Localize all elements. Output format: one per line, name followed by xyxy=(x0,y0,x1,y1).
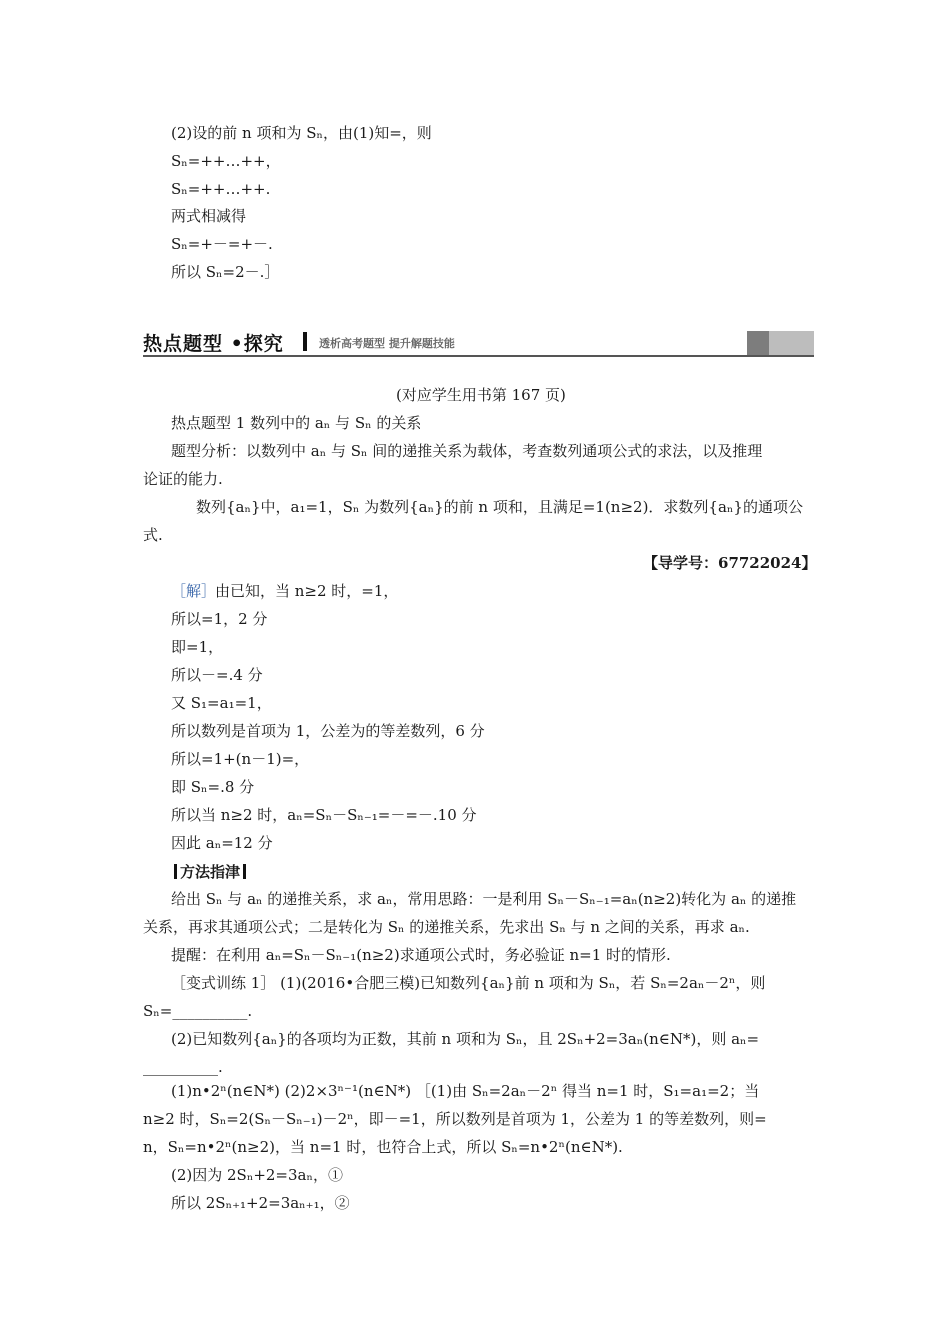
banner-decor-dark xyxy=(747,331,769,355)
solution-line: 所以－=.4 分 xyxy=(171,666,263,684)
problem-statement: 数列{aₙ}中，a₁=1，Sₙ 为数列{aₙ}的前 n 项和，且满足=1(n≥2)．求数列{aₙ}的通项公 xyxy=(196,498,803,516)
problem-heading: 热点题型 1 数列中的 aₙ 与 Sₙ 的关系 xyxy=(171,414,422,432)
banner-divider xyxy=(303,332,307,351)
solution-line: 所以当 n≥2 时，aₙ=Sₙ－Sₙ₋₁=－=－.10 分 xyxy=(171,806,477,824)
solution-line: Sₙ=+－=+－. xyxy=(171,235,273,253)
solution-line: 即=1， xyxy=(171,638,224,656)
solution-line: (2)设的前 n 项和为 Sₙ，由(1)知=，则 xyxy=(171,124,432,142)
answer-line: 所以 2Sₙ₊₁+2=3aₙ₊₁，② xyxy=(171,1194,350,1212)
answer-line: n≥2 时，Sₙ=2(Sₙ－Sₙ₋₁)－2ⁿ，即－=1，所以数列是首项为 1，公差为 1 的等差数列，则= xyxy=(143,1110,767,1128)
method-text: 关系，再求其通项公式；二是转化为 Sₙ 的递推关系，先求出 Sₙ 与 n 之间的关系，再求 aₙ. xyxy=(143,918,750,936)
analysis-text: 题型分析：以数列中 aₙ 与 Sₙ 间的递推关系为载体，考查数列通项公式的求法，以及推理 xyxy=(171,442,763,460)
section-banner xyxy=(143,325,814,357)
guide-number: 【导学号：67722024】 xyxy=(643,554,817,572)
solution-line: 由已知，当 n≥2 时，=1， xyxy=(215,582,399,600)
solution-line: 因此 aₙ=12 分 xyxy=(171,834,273,852)
analysis-text: 论证的能力. xyxy=(143,470,223,488)
solution-line: 又 S₁=a₁=1， xyxy=(171,694,272,712)
answer-line: (2)因为 2Sₙ+2=3aₙ，① xyxy=(171,1166,343,1184)
solution-line: Sₙ=++…++， xyxy=(171,152,281,170)
method-bar-left xyxy=(174,864,177,879)
banner-decor-light xyxy=(769,331,814,355)
method-bar-right xyxy=(243,864,246,879)
page-reference: (对应学生用书第 167 页) xyxy=(396,386,566,404)
answer-line: n，Sₙ=n•2ⁿ(n≥2)，当 n=1 时，也符合上式，所以 Sₙ=n•2ⁿ(n∈N*). xyxy=(143,1138,623,1156)
method-text: 提醒：在利用 aₙ=Sₙ－Sₙ₋₁(n≥2)求通项公式时，务必验证 n=1 时的情形. xyxy=(171,946,671,964)
exercise-line: Sₙ=__________. xyxy=(143,1002,253,1020)
banner-title: 热点题型 •探究 xyxy=(143,333,284,355)
solution-line: 所以=1+(n－1)=， xyxy=(171,750,310,768)
solution-tag: ［解］ xyxy=(171,582,217,600)
exercise-line: (2)已知数列{aₙ}的各项均为正数，其前 n 项和为 Sₙ，且 2Sₙ+2=3aₙ(n∈N*)，则 aₙ= xyxy=(171,1030,760,1048)
problem-statement: 式. xyxy=(143,526,163,544)
solution-line: Sₙ=++…++. xyxy=(171,180,271,198)
banner-rule xyxy=(143,355,814,357)
solution-line: 所以 Sₙ=2－.］ xyxy=(171,263,280,281)
method-title: 方法指津 xyxy=(180,863,241,881)
exercise-line: __________. xyxy=(143,1058,223,1076)
method-heading xyxy=(171,861,249,882)
solution-line: 所以=1，2 分 xyxy=(171,610,268,628)
exercise-line: ［变式训练 1］ (1)(2016•合肥三模)已知数列{aₙ}前 n 项和为 Sₙ，若 Sₙ=2aₙ－2ⁿ，则 xyxy=(171,974,766,992)
answer-line: (1)n•2ⁿ(n∈N*) (2)2×3ⁿ⁻¹(n∈N*) ［(1)由 Sₙ=2aₙ－2ⁿ 得当 n=1 时，S₁=a₁=2；当 xyxy=(171,1082,760,1100)
solution-line: 两式相减得 xyxy=(171,207,247,225)
solution-line: 即 Sₙ=.8 分 xyxy=(171,778,255,796)
banner-subtitle: 透析高考题型 提升解题技能 xyxy=(319,337,455,350)
method-text: 给出 Sₙ 与 aₙ 的递推关系，求 aₙ，常用思路：一是利用 Sₙ－Sₙ₋₁=aₙ(n≥2)转化为 aₙ 的递推 xyxy=(171,890,797,908)
solution-line: 所以数列是首项为 1，公差为的等差数列，6 分 xyxy=(171,722,485,740)
